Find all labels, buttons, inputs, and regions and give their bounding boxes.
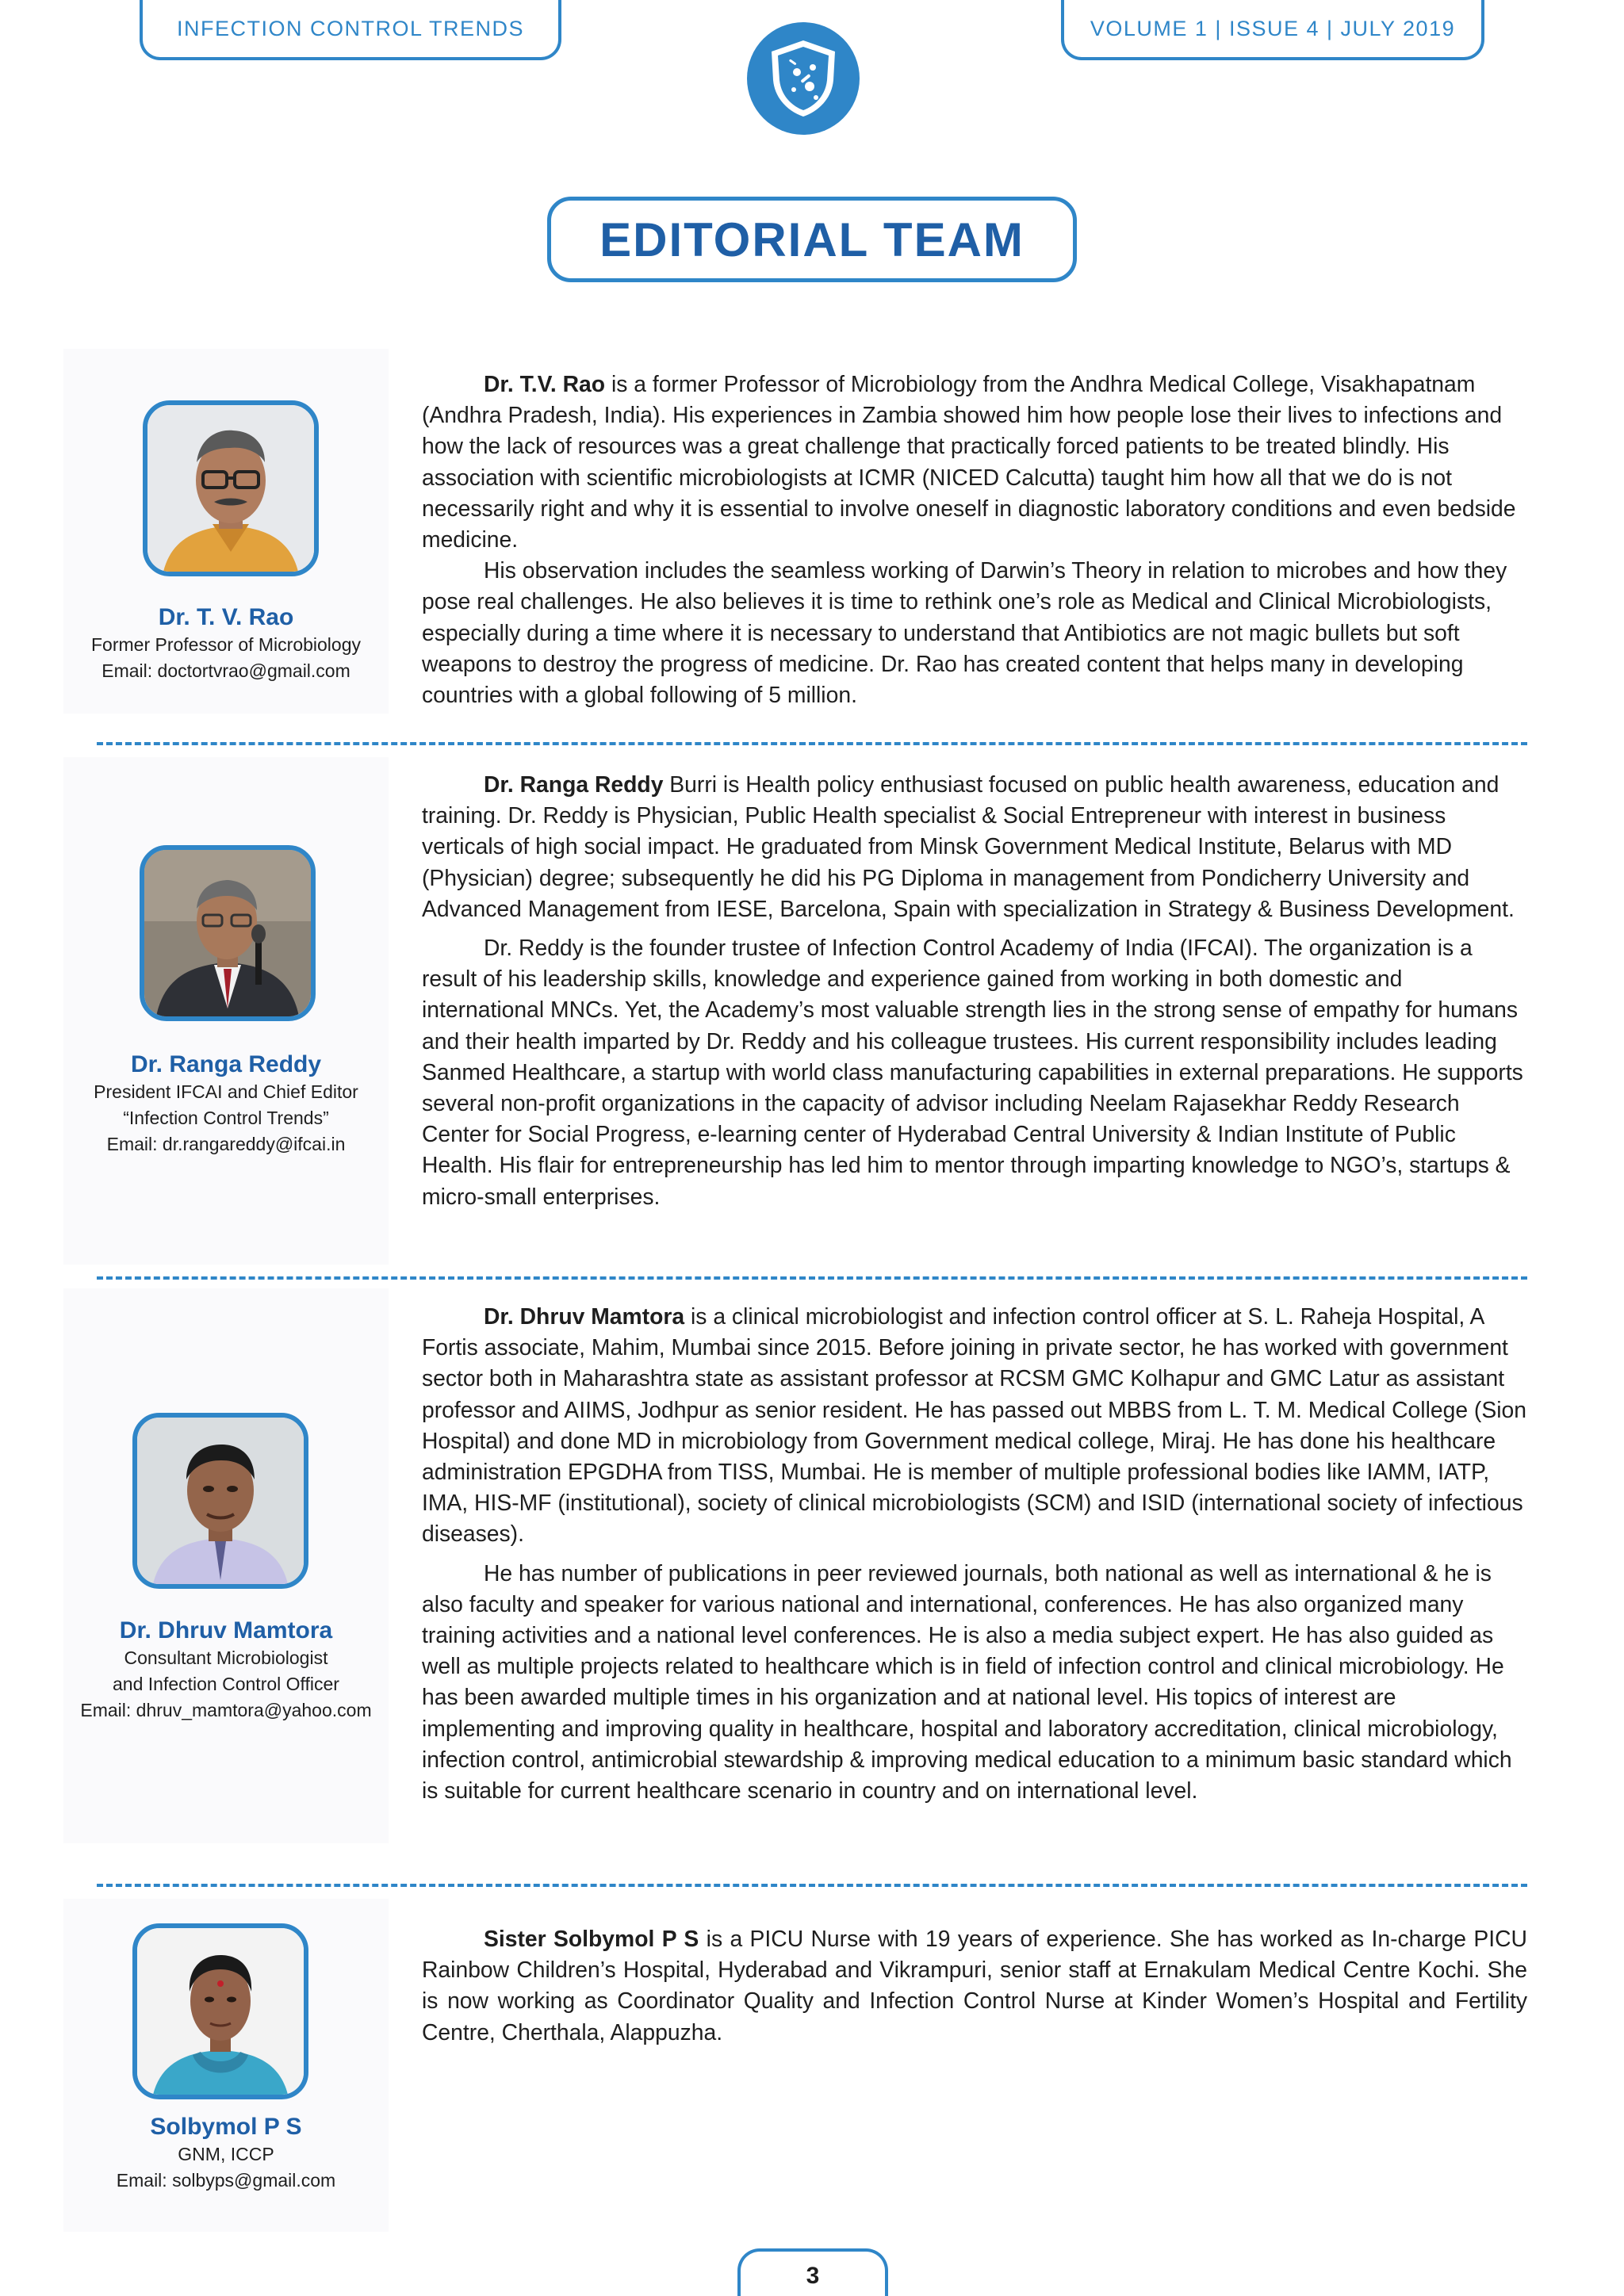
shield-microbe-icon: [747, 22, 860, 135]
member-photo-solbymol: [132, 1923, 308, 2099]
member-photo-rao: [143, 400, 319, 576]
bio-text: is a former Professor of Microbiology from the Andhra Medical College, Visakhapatnam (Andhra Pradesh, India). His experiences in Zambia showed him how people lose their lives to infections and how the lack of resources was a great challenge that practically forced patients to be treated blindly. His association with scientific microbiologists at ICMR (NICED Calcutta) taught him how all that we do is not necessarily right and why it is essential to involve oneself in diagnostic laboratory conditions and even bedside medicine.: [422, 371, 1516, 553]
bio-paragraph: [422, 769, 1527, 924]
member-title: Former Professor of Microbiology: [91, 634, 361, 655]
journal-name-tab: [140, 0, 561, 60]
issue-info: VOLUME 1 | ISSUE 4 | JULY 2019: [1090, 16, 1456, 40]
member-email: Email: dr.rangareddy@ifcai.in: [106, 1134, 346, 1154]
member-email: Email: doctortvrao@gmail.com: [102, 660, 350, 681]
member-photo-mamtora: [132, 1413, 308, 1589]
member-name: Dr. Ranga Reddy: [130, 1051, 322, 1077]
page-title: EDITORIAL TEAM: [599, 212, 1025, 266]
member-title: Consultant Microbiologist: [124, 1647, 328, 1668]
member-email: Email: solbyps@gmail.com: [116, 2170, 336, 2191]
member-bio: [422, 1301, 1527, 1806]
bio-paragraph: Dr. Reddy is the founder trustee of Infection Control Academy of India (IFCAI). The organization is a result of his leadership skills, knowledge and experience gained from working in both domestic and international MNCs. Yet, the Academy’s most valuable strength lies in the strong sense of empathy for humans and their health imparted by Dr. Reddy and his colleague trustees. His current responsibility includes leading Sanmed Healthcare, a startup with world class manufacturing capabilities in external preparations. He supports several non-profit organizations in the capacity of advisor including Neelam Rajasekhar Reddy Research Center for Social Progress, e-learning center of Hyderabad Central University & Indian Institute of Public Health. His flair for entrepreneurship has led him to mentor through imparting knowledge to NGO’s, startups & micro-small enterprises.: [422, 935, 1523, 1209]
bio-paragraph: His observation includes the seamless working of Darwin’s Theory in relation to microbes and how they pose real challenges. He also believes it is time to rethink one’s role as Medical and Clinical Microbiologists, especially during a time where it is necessary to understand that Antibiotics are not magic bullets but soft weapons to destroy the progress of medicine. Dr. Rao has created content that helps many in developing countries with a global following of 5 million.: [422, 557, 1507, 708]
bio-paragraph: [422, 1301, 1527, 1550]
section-divider: [97, 1884, 1527, 1887]
member-title: and Infection Control Officer: [113, 1674, 339, 1694]
page-number: 3: [806, 2263, 820, 2289]
section-divider: [97, 1276, 1527, 1280]
member-name: Solbymol P S: [150, 2114, 302, 2140]
bio-lead-name: Dr. Dhruv Mamtora: [484, 1303, 685, 1329]
journal-name: INFECTION CONTROL TRENDS: [176, 16, 525, 40]
member-title: “Infection Control Trends”: [123, 1108, 329, 1128]
member-bio: [422, 1923, 1527, 2048]
bio-lead-name: Sister Solbymol P S: [484, 1926, 699, 1951]
section-divider: [97, 742, 1527, 745]
member-bio: [422, 369, 1527, 710]
bio-text: Burri is Health policy enthusiast focused on public health awareness, education and training. Dr. Reddy is Physician, Public Health specialist & Social Entrepreneur with interest in business verticals of high social impact. He graduated from Minsk Government Medical Institute, Belarus with MD (Physician) degree; subsequently he did his PG Diploma in management from Pondicherry University and Advanced Management from IESE, Barcelona, Spain with specialization in Strategy & Business Development.: [422, 771, 1515, 921]
member-name: Dr. Dhruv Mamtora: [119, 1617, 333, 1644]
issue-info-tab: [1061, 0, 1484, 60]
bio-paragraph: He has number of publications in peer reviewed journals, both national as well as international & he is also faculty and speaker for various national and international, conferences. He has also organized many training activities and a national level conferences. He is also a media subject expert. He has also guided as well as multiple projects related to healthcare which is in field of infection control and clinical microbiology. He has been awarded multiple times in his organization and at national level. His topics of interest are implementing and improving quality in healthcare, hospital and laboratory accreditation, clinical microbiology, infection control, antimicrobial stewardship & improving medical education to a minimum basic standard which is suitable for current healthcare scenario in country and on international level.: [422, 1559, 1512, 1804]
member-email: Email: dhruv_mamtora@yahoo.com: [80, 1700, 372, 1720]
member-title: GNM, ICCP: [178, 2144, 274, 2164]
page-number-tab: [737, 2248, 888, 2296]
bio-lead-name: Dr. Ranga Reddy: [484, 771, 664, 797]
bio-text: is a PICU Nurse with 19 years of experience. She has worked as In-charge PICU Rainbow Children’s Hospital, Hyderabad and Vikrampuri, senior staff at Ernakulam Medical Centre Kochi. She is now working as Coordinator Quality and Infection Control Nurse at Kinder Women’s Hospital and Fertility Centre, Cherthala, Alappuzha.: [422, 1926, 1527, 2045]
member-bio: [422, 769, 1527, 1212]
bio-paragraph: [422, 369, 1527, 555]
bio-text: is a clinical microbiologist and infection control officer at S. L. Raheja Hospital, A Fortis associate, Mahim, Mumbai since 2015. Before joining in private sector, he has worked with government sector both in Maharashtra state as assistant professor at RCSM GMC Kolhapur and GMC Latur as assistant professor and AIIMS, Jodhpur as senior resident. He has passed out MBBS from L. T. M. Medical College (Sion Hospital) and done MD in microbiology from Government medical college, Miraj. He has done his healthcare administration EPGDHA from TISS, Mumbai. He is member of multiple professional bodies like IAMM, IATP, IMA, HIS-MF (institutional), society of clinical microbiologists (SCM) and ISID (international society of infectious diseases).: [422, 1303, 1526, 1547]
member-photo-reddy: [140, 845, 316, 1021]
member-name: Dr. T. V. Rao: [158, 604, 294, 630]
bio-paragraph: [422, 1923, 1527, 2048]
bio-lead-name: Dr. T.V. Rao: [484, 371, 606, 396]
member-title: President IFCAI and Chief Editor: [94, 1081, 358, 1102]
page-title-box: [547, 197, 1077, 282]
